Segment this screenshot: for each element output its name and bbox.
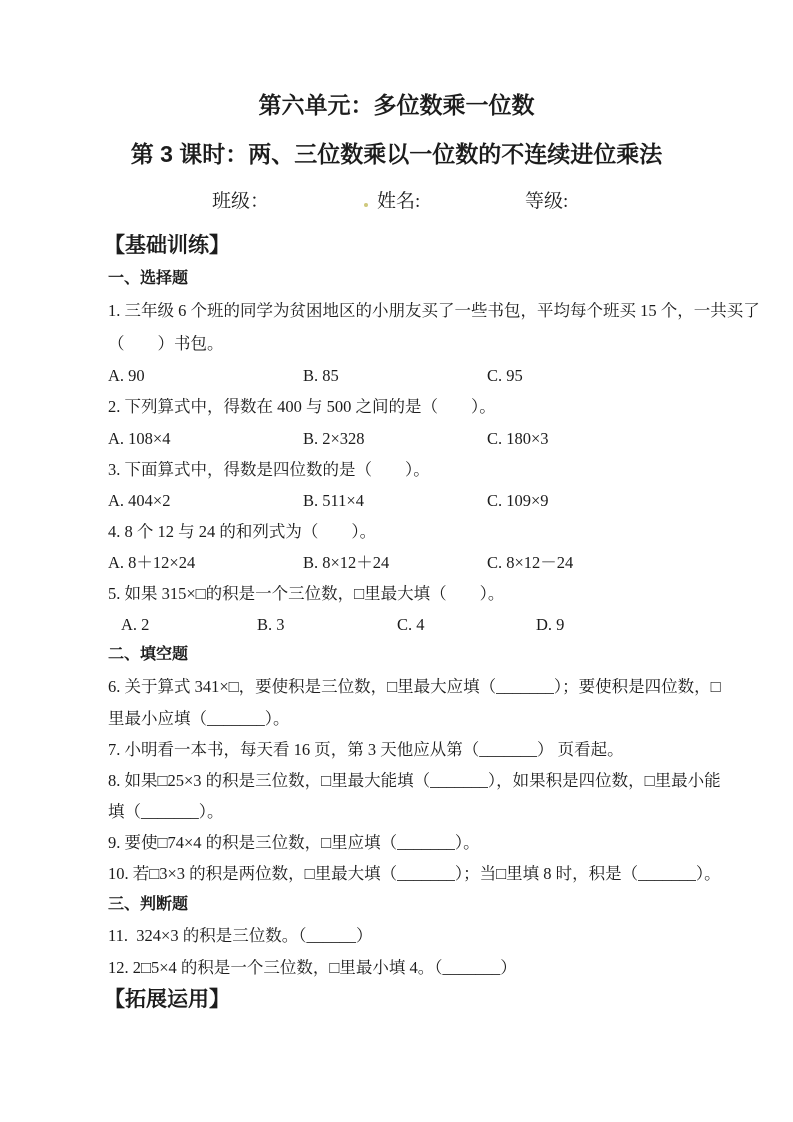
name-label: 姓名:: [377, 191, 421, 212]
unit-title: 第六单元：多位数乘一位数: [258, 92, 535, 118]
question-7-text: 7. 小明看一本书，每天看 16 页，第 3 天他应从第（_______） 页看起。: [108, 740, 624, 759]
grade-label: 等级:: [525, 191, 569, 212]
question-1-option-b: B. 85: [303, 366, 339, 385]
question-8-line-1: 8. 如果□25×3 的积是三位数，□里最大能填（_______），如果积是四位数，□里最小能: [108, 771, 721, 790]
question-5-text: 5. 如果 315×□的积是一个三位数，□里最大填（ ）。: [108, 584, 505, 603]
question-6-line-2: 里最小应填（_______）。: [108, 709, 290, 728]
question-8-line-2: 填（_______）。: [108, 802, 224, 821]
section-fill-blank-questions: 二、填空题: [108, 646, 189, 663]
question-5-option-c: C. 4: [397, 615, 425, 634]
class-label: 班级：: [212, 191, 270, 212]
section-choice-questions: 一、选择题: [108, 270, 189, 287]
ink-speck-artifact: [364, 203, 368, 207]
question-6-line-1: 6. 关于算式 341×□，要使积是三位数，□里最大应填（_______）；要使积是四位数，□: [108, 677, 721, 696]
question-9-text: 9. 要使□74×4 的积是三位数，□里应填（_______）。: [108, 833, 480, 852]
question-3-text: 3. 下面算式中，得数是四位数的是（ ）。: [108, 460, 430, 479]
question-3-option-a: A. 404×2: [108, 491, 171, 510]
question-5-option-d: D. 9: [536, 615, 565, 634]
question-5-option-b: B. 3: [257, 615, 285, 634]
section-basic-training: 【基础训练】: [104, 234, 230, 257]
question-2-text: 2. 下列算式中，得数在 400 与 500 之间的是（ ）。: [108, 397, 496, 416]
question-1-option-a: A. 90: [108, 366, 145, 385]
question-3-option-c: C. 109×9: [487, 491, 549, 510]
question-1-line-2: （ ）书包。: [108, 334, 224, 353]
question-2-option-a: A. 108×4: [108, 429, 171, 448]
section-extended-application: 【拓展运用】: [104, 988, 230, 1011]
question-11-text: 11. 324×3 的积是三位数。（______）: [108, 926, 373, 945]
lesson-title: 第 3 课时：两、三位数乘以一位数的不连续进位乘法: [130, 141, 663, 167]
question-12-text: 12. 2□5×4 的积是一个三位数，□里最小填 4。（_______）: [108, 958, 517, 977]
question-3-option-b: B. 511×4: [303, 491, 364, 510]
question-4-option-c: C. 8×12－24: [487, 553, 574, 572]
question-2-option-b: B. 2×328: [303, 429, 365, 448]
section-judge-questions: 三、判断题: [108, 896, 189, 913]
question-4-option-b: B. 8×12＋24: [303, 553, 390, 572]
question-2-option-c: C. 180×3: [487, 429, 549, 448]
question-5-option-a: A. 2: [121, 615, 150, 634]
question-10-text: 10. 若□3×3 的积是两位数，□里最大填（_______）；当□里填 8 时，积是（_______）。: [108, 864, 721, 883]
question-1-line-1: 1. 三年级 6 个班的同学为贫困地区的小朋友买了一些书包，平均每个班买 15 个，一共买了: [108, 301, 760, 320]
question-1-option-c: C. 95: [487, 366, 523, 385]
question-4-option-a: A. 8＋12×24: [108, 553, 196, 572]
question-4-text: 4. 8 个 12 与 24 的和列式为（ ）。: [108, 522, 377, 541]
